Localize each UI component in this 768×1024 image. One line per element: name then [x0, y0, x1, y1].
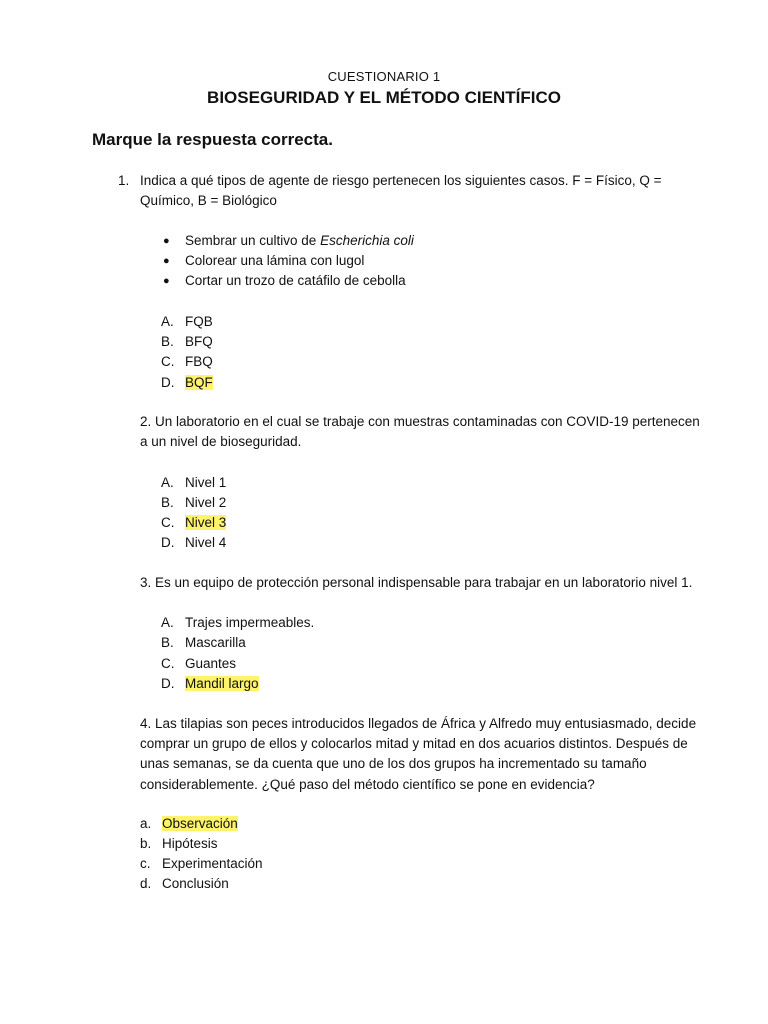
bullet-icon: ● — [163, 255, 170, 267]
option-text: Nivel 4 — [185, 535, 227, 550]
correct-option-text: Observación — [162, 816, 238, 831]
option-letter: B. — [161, 495, 174, 510]
question-text-line: 3. Es un equipo de protección personal indispensable para trabajar en un laboratorio nivel 1. — [140, 575, 693, 590]
option-letter: C. — [161, 354, 175, 369]
question-number: 1. — [118, 173, 130, 188]
option-text: Nivel 2 — [185, 495, 227, 510]
bullet-icon: ● — [163, 275, 170, 287]
question-text-line: 4. Las tilapias son peces introducidos llegados de África y Alfredo muy entusiasmado, decide — [140, 716, 697, 731]
question-text-line: Químico, B = Biológico — [140, 193, 277, 208]
option-letter: A. — [161, 615, 174, 630]
question-text-line: considerablemente. ¿Qué paso del método científico se pone en evidencia? — [140, 777, 595, 792]
questionnaire-label: CUESTIONARIO 1 — [327, 69, 441, 84]
option-letter: B. — [161, 334, 174, 349]
option-text: FQB — [185, 314, 213, 329]
option-text: BFQ — [185, 334, 213, 349]
option-letter: A. — [161, 475, 174, 490]
option-text: Nivel 1 — [185, 475, 227, 490]
list-item: Sembrar un cultivo de Escherichia coli — [185, 233, 414, 248]
option-letter: C. — [161, 656, 175, 671]
question-text-line: 2. Un laboratorio en el cual se trabaje con muestras contaminadas con COVID-19 pertenecen — [140, 414, 700, 429]
option-letter: c. — [140, 856, 151, 871]
option-letter: d. — [140, 876, 152, 891]
list-item: Cortar un trozo de catáfilo de cebolla — [185, 273, 406, 288]
option-text: FBQ — [185, 354, 213, 369]
document-title: BIOSEGURIDAD Y EL MÉTODO CIENTÍFICO — [207, 88, 561, 107]
question-text-line: unas semanas, se da cuenta que uno de los dos grupos ha incrementado su tamaño — [140, 756, 647, 771]
option-text: Conclusión — [162, 876, 229, 891]
question-text-line: comprar un grupo de ellos y colocarlos mitad y mitad en dos acuarios distintos. Después de — [140, 736, 688, 751]
option-letter: D. — [161, 676, 175, 691]
option-text: Trajes impermeables. — [185, 615, 315, 630]
option-letter: D. — [161, 375, 175, 390]
option-text: Hipótesis — [162, 836, 218, 851]
option-letter: D. — [161, 535, 175, 550]
correct-option-text: Mandil largo — [185, 676, 259, 691]
question-text-line: Indica a qué tipos de agente de riesgo pertenecen los siguientes casos. F = Físico, Q = — [140, 173, 662, 188]
instruction-heading: Marque la respuesta correcta. — [92, 130, 333, 149]
option-letter: a. — [140, 816, 152, 831]
option-text: Guantes — [185, 656, 237, 671]
option-letter: A. — [161, 314, 174, 329]
correct-option-text: Nivel 3 — [185, 515, 227, 530]
list-item: Colorear una lámina con lugol — [185, 253, 365, 268]
option-text: Mascarilla — [185, 635, 246, 650]
bullet-icon: ● — [163, 235, 170, 247]
correct-option-text: BQF — [185, 375, 213, 390]
question-text-line: a un nivel de bioseguridad. — [140, 434, 302, 449]
option-letter: b. — [140, 836, 152, 851]
option-letter: C. — [161, 515, 175, 530]
option-text: Experimentación — [162, 856, 263, 871]
option-letter: B. — [161, 635, 174, 650]
